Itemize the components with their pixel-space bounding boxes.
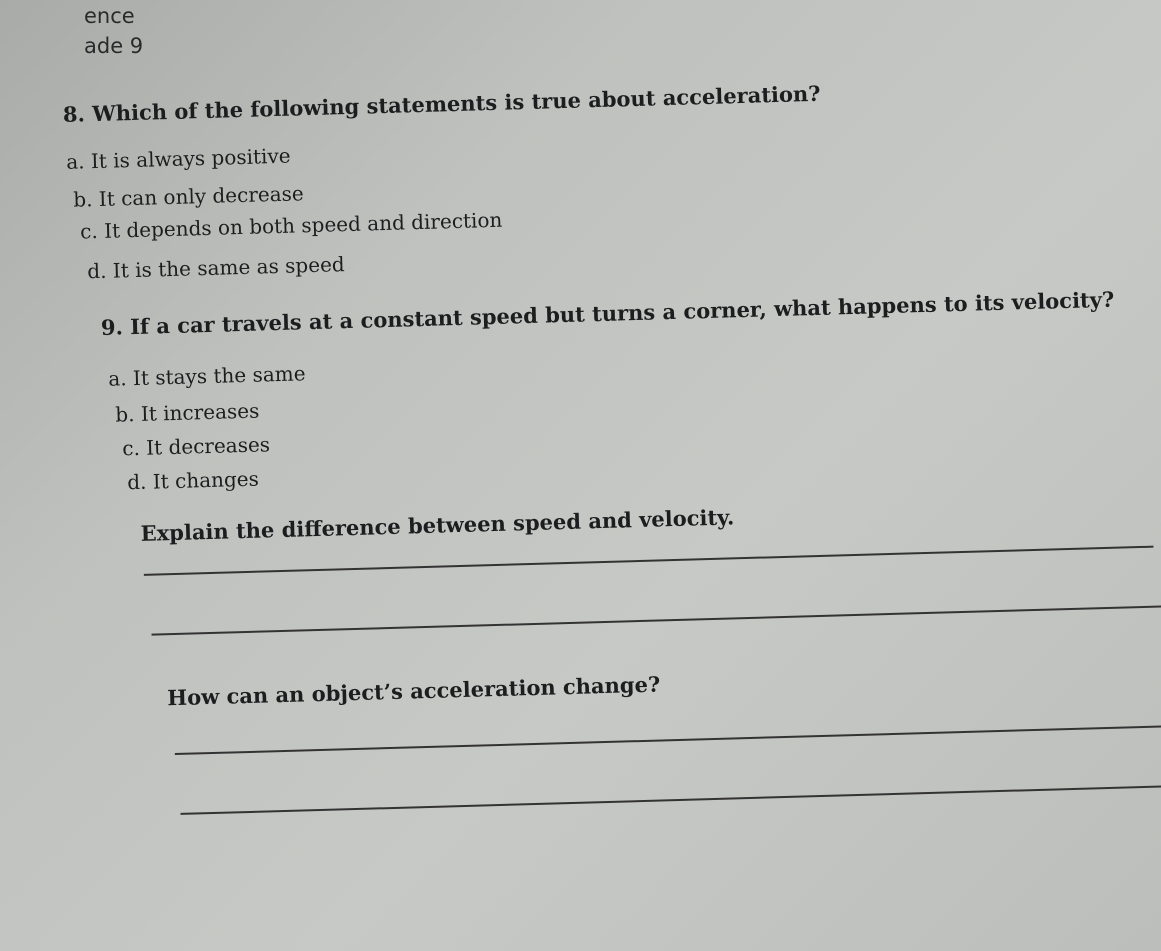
- question-9-option-c: c. It decreases: [121, 432, 271, 461]
- question-10-prompt: Explain the difference between speed and velocity.: [140, 504, 735, 546]
- question-8-option-a: a. It is always positive: [65, 143, 291, 174]
- answer-line: [175, 725, 1161, 755]
- answer-line: [181, 785, 1161, 815]
- question-8-option-c: c. It depends on both speed and direction: [79, 207, 503, 244]
- question-9-title: 9. If a car travels at a constant speed but turns a corner, what happens to its velocity?: [100, 286, 1115, 340]
- question-9-option-d: d. It changes: [126, 466, 260, 495]
- answer-line: [144, 546, 1154, 576]
- grade-header: ade 9: [84, 34, 144, 58]
- answer-line: [151, 605, 1161, 635]
- question-8-option-b: b. It can only decrease: [73, 181, 305, 212]
- worksheet-body: [60, 50, 1161, 840]
- question-9-option-a: a. It stays the same: [108, 361, 306, 391]
- question-8-option-d: d. It is the same as speed: [87, 252, 345, 284]
- question-9-option-b: b. It increases: [115, 398, 260, 427]
- question-11-prompt: How can an object’s acceleration change?: [166, 671, 661, 711]
- question-8-title: 8. Which of the following statements is true about acceleration?: [62, 80, 821, 127]
- subject-header: ence: [84, 4, 135, 28]
